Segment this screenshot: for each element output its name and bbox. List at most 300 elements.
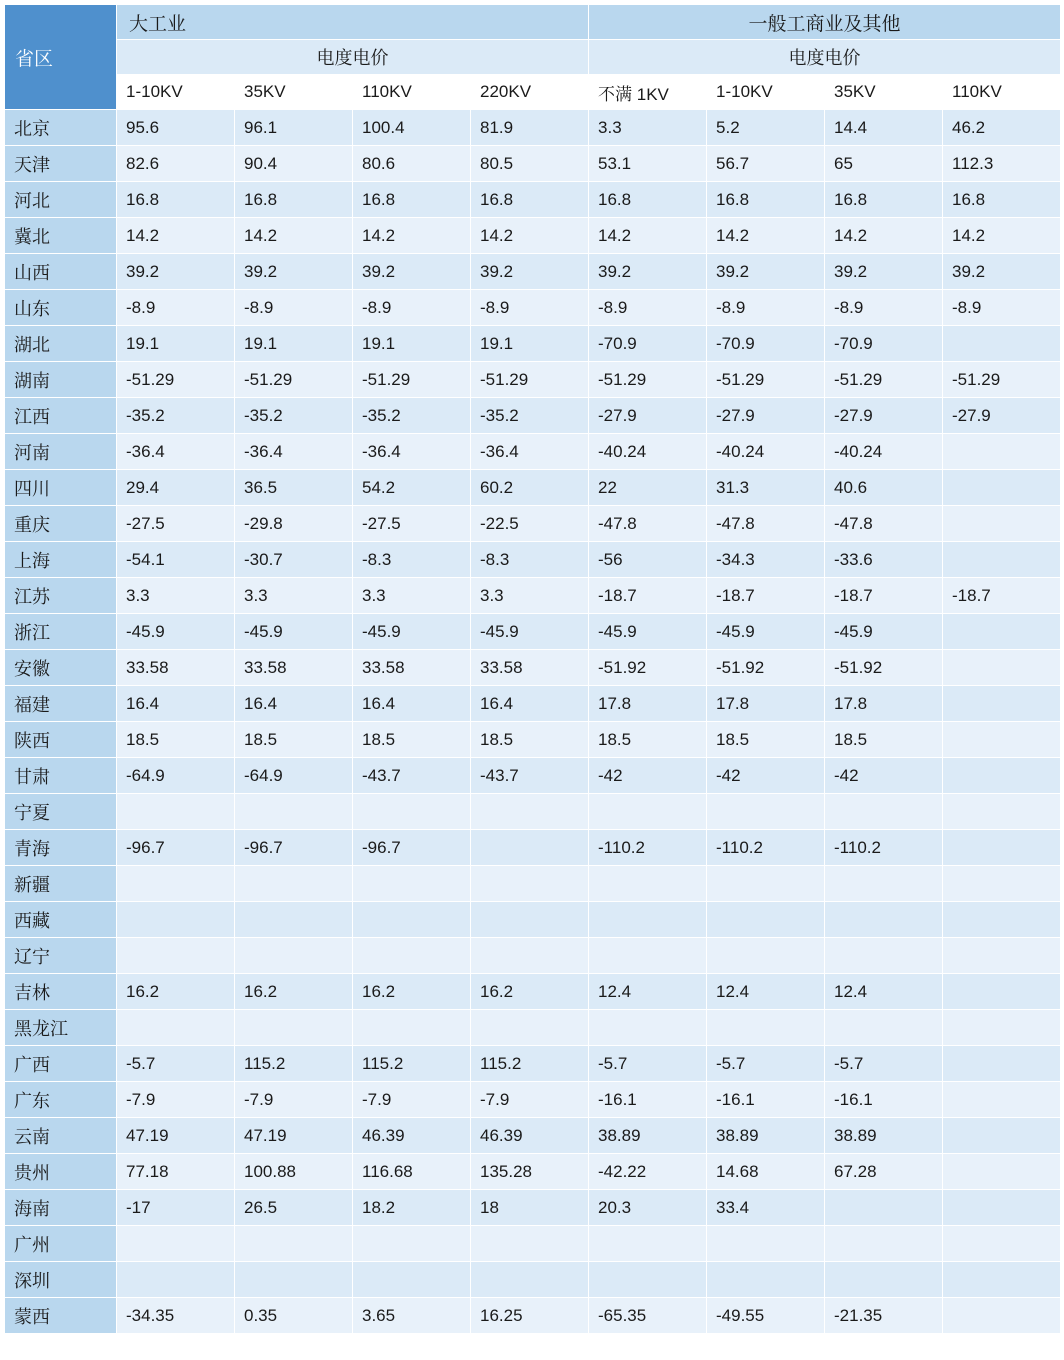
price-cell: 39.2 xyxy=(235,254,353,290)
row-header-province: 深圳 xyxy=(5,1262,117,1298)
price-cell: 47.19 xyxy=(117,1118,235,1154)
price-cell: 16.4 xyxy=(353,686,471,722)
price-cell: -51.92 xyxy=(589,650,707,686)
row-header-province: 新疆 xyxy=(5,866,117,902)
price-cell: 16.2 xyxy=(353,974,471,1010)
price-cell: -17 xyxy=(117,1190,235,1226)
price-cell xyxy=(353,902,471,938)
row-header-province: 浙江 xyxy=(5,614,117,650)
price-cell: 3.3 xyxy=(117,578,235,614)
price-cell xyxy=(471,830,589,866)
price-cell: -34.35 xyxy=(117,1298,235,1334)
price-cell xyxy=(943,902,1061,938)
price-cell xyxy=(353,794,471,830)
price-cell xyxy=(235,938,353,974)
row-header-province: 青海 xyxy=(5,830,117,866)
price-cell xyxy=(589,1226,707,1262)
price-cell xyxy=(825,794,943,830)
price-cell: -64.9 xyxy=(117,758,235,794)
voltage-header-6: 35KV xyxy=(825,75,943,110)
price-cell xyxy=(471,938,589,974)
price-cell: 14.68 xyxy=(707,1154,825,1190)
table-row xyxy=(5,902,1061,938)
row-header-province: 四川 xyxy=(5,470,117,506)
row-header-province: 北京 xyxy=(5,110,117,146)
table-row xyxy=(5,110,1061,146)
table-row xyxy=(5,722,1061,758)
table-row xyxy=(5,1298,1061,1334)
price-cell: -8.9 xyxy=(353,290,471,326)
subheader-energy-price-large-industry: 电度电价 xyxy=(117,40,589,75)
price-cell: 16.8 xyxy=(235,182,353,218)
price-cell xyxy=(943,722,1061,758)
price-cell: 16.25 xyxy=(471,1298,589,1334)
price-cell: -36.4 xyxy=(235,434,353,470)
table-row xyxy=(5,974,1061,1010)
price-cell: 5.2 xyxy=(707,110,825,146)
price-cell: 53.1 xyxy=(589,146,707,182)
price-cell: 16.8 xyxy=(707,182,825,218)
voltage-header-4: 不满 1KV xyxy=(589,75,707,110)
price-cell: 39.2 xyxy=(471,254,589,290)
price-cell: 19.1 xyxy=(471,326,589,362)
row-header-province: 冀北 xyxy=(5,218,117,254)
price-cell: -7.9 xyxy=(471,1082,589,1118)
price-cell: -110.2 xyxy=(707,830,825,866)
price-cell: 38.89 xyxy=(707,1118,825,1154)
price-cell xyxy=(707,902,825,938)
price-cell xyxy=(353,1262,471,1298)
price-cell xyxy=(943,1190,1061,1226)
price-cell xyxy=(235,1226,353,1262)
price-cell: 0.35 xyxy=(235,1298,353,1334)
table-row xyxy=(5,146,1061,182)
table-row xyxy=(5,1226,1061,1262)
price-cell xyxy=(825,1226,943,1262)
row-header-province: 云南 xyxy=(5,1118,117,1154)
price-cell: -64.9 xyxy=(235,758,353,794)
row-header-province: 陕西 xyxy=(5,722,117,758)
price-cell: -65.35 xyxy=(589,1298,707,1334)
price-cell: 16.8 xyxy=(353,182,471,218)
price-cell: 95.6 xyxy=(117,110,235,146)
price-cell: 12.4 xyxy=(825,974,943,1010)
row-header-province: 贵州 xyxy=(5,1154,117,1190)
price-cell: -8.9 xyxy=(943,290,1061,326)
price-cell: -8.9 xyxy=(117,290,235,326)
price-cell xyxy=(353,1226,471,1262)
price-cell: 3.65 xyxy=(353,1298,471,1334)
price-cell: 65 xyxy=(825,146,943,182)
price-cell xyxy=(589,938,707,974)
price-cell: -5.7 xyxy=(589,1046,707,1082)
table-row xyxy=(5,542,1061,578)
price-cell: -51.29 xyxy=(825,362,943,398)
price-cell: -47.8 xyxy=(589,506,707,542)
table-row xyxy=(5,290,1061,326)
price-cell: 56.7 xyxy=(707,146,825,182)
price-cell: -45.9 xyxy=(117,614,235,650)
price-cell xyxy=(943,794,1061,830)
table-row xyxy=(5,866,1061,902)
price-cell: -8.9 xyxy=(235,290,353,326)
row-header-province: 江苏 xyxy=(5,578,117,614)
price-cell: 16.4 xyxy=(235,686,353,722)
table-row xyxy=(5,470,1061,506)
price-cell: 33.58 xyxy=(353,650,471,686)
table-row xyxy=(5,758,1061,794)
table-row xyxy=(5,614,1061,650)
price-cell: 3.3 xyxy=(353,578,471,614)
price-cell: 82.6 xyxy=(117,146,235,182)
price-cell: -51.29 xyxy=(707,362,825,398)
price-cell: -30.7 xyxy=(235,542,353,578)
price-cell xyxy=(589,1262,707,1298)
price-cell: -51.29 xyxy=(353,362,471,398)
row-header-province: 江西 xyxy=(5,398,117,434)
price-cell xyxy=(825,1010,943,1046)
price-cell xyxy=(353,1010,471,1046)
price-cell: 18.5 xyxy=(353,722,471,758)
price-cell xyxy=(943,1298,1061,1334)
price-cell: 16.2 xyxy=(235,974,353,1010)
price-cell: -29.8 xyxy=(235,506,353,542)
price-cell xyxy=(707,794,825,830)
price-cell xyxy=(589,794,707,830)
price-cell: -49.55 xyxy=(707,1298,825,1334)
price-cell: -42 xyxy=(589,758,707,794)
price-cell: -36.4 xyxy=(117,434,235,470)
price-cell: -96.7 xyxy=(235,830,353,866)
price-cell: -35.2 xyxy=(235,398,353,434)
price-cell: 115.2 xyxy=(353,1046,471,1082)
table-row xyxy=(5,1154,1061,1190)
row-header-province: 蒙西 xyxy=(5,1298,117,1334)
table-row xyxy=(5,182,1061,218)
row-header-province: 河南 xyxy=(5,434,117,470)
price-cell xyxy=(943,1118,1061,1154)
price-cell xyxy=(707,866,825,902)
price-cell xyxy=(943,434,1061,470)
price-cell xyxy=(943,614,1061,650)
table-row xyxy=(5,1046,1061,1082)
price-cell: 14.2 xyxy=(471,218,589,254)
price-cell: -54.1 xyxy=(117,542,235,578)
price-cell: 14.2 xyxy=(707,218,825,254)
price-cell: 17.8 xyxy=(589,686,707,722)
table-row xyxy=(5,254,1061,290)
price-cell: 17.8 xyxy=(825,686,943,722)
price-cell: -18.7 xyxy=(707,578,825,614)
price-cell: -35.2 xyxy=(117,398,235,434)
price-cell xyxy=(117,794,235,830)
price-cell: 60.2 xyxy=(471,470,589,506)
price-cell: -70.9 xyxy=(707,326,825,362)
table-row xyxy=(5,434,1061,470)
table-row xyxy=(5,938,1061,974)
price-cell: 36.5 xyxy=(235,470,353,506)
table-row xyxy=(5,1082,1061,1118)
price-cell: -21.35 xyxy=(825,1298,943,1334)
table-row xyxy=(5,1190,1061,1226)
row-header-province: 湖北 xyxy=(5,326,117,362)
price-cell: 19.1 xyxy=(235,326,353,362)
price-cell: 12.4 xyxy=(589,974,707,1010)
price-cell xyxy=(471,866,589,902)
price-cell: -7.9 xyxy=(235,1082,353,1118)
price-cell: -45.9 xyxy=(353,614,471,650)
voltage-header-0: 1-10KV xyxy=(117,75,235,110)
row-header-province: 辽宁 xyxy=(5,938,117,974)
price-cell xyxy=(707,1226,825,1262)
price-cell xyxy=(471,1010,589,1046)
row-header-province: 湖南 xyxy=(5,362,117,398)
price-cell: -51.29 xyxy=(943,362,1061,398)
price-cell: 18.5 xyxy=(825,722,943,758)
price-cell: -7.9 xyxy=(117,1082,235,1118)
price-cell: -45.9 xyxy=(589,614,707,650)
price-cell xyxy=(117,938,235,974)
row-header-province: 广西 xyxy=(5,1046,117,1082)
price-cell: 18.5 xyxy=(471,722,589,758)
price-cell: -51.29 xyxy=(471,362,589,398)
price-cell: 96.1 xyxy=(235,110,353,146)
price-cell: 14.2 xyxy=(235,218,353,254)
price-cell: 14.2 xyxy=(117,218,235,254)
price-cell xyxy=(353,938,471,974)
price-cell: 38.89 xyxy=(589,1118,707,1154)
table-head xyxy=(5,5,1061,110)
price-cell: -27.9 xyxy=(589,398,707,434)
price-cell: 39.2 xyxy=(707,254,825,290)
price-cell: 38.89 xyxy=(825,1118,943,1154)
price-cell: 18.5 xyxy=(707,722,825,758)
voltage-header-1: 35KV xyxy=(235,75,353,110)
row-header-province: 广东 xyxy=(5,1082,117,1118)
table-row xyxy=(5,1262,1061,1298)
price-cell: -34.3 xyxy=(707,542,825,578)
price-cell: 40.6 xyxy=(825,470,943,506)
price-cell xyxy=(943,758,1061,794)
price-cell xyxy=(707,1010,825,1046)
price-cell: 3.3 xyxy=(471,578,589,614)
price-cell: -27.5 xyxy=(353,506,471,542)
price-cell: -42.22 xyxy=(589,1154,707,1190)
price-cell: -8.9 xyxy=(471,290,589,326)
price-cell: 80.6 xyxy=(353,146,471,182)
price-cell: -8.9 xyxy=(589,290,707,326)
price-cell: 18.2 xyxy=(353,1190,471,1226)
price-cell xyxy=(943,506,1061,542)
voltage-header-2: 110KV xyxy=(353,75,471,110)
price-cell: 39.2 xyxy=(825,254,943,290)
price-cell xyxy=(825,902,943,938)
price-cell xyxy=(825,1262,943,1298)
price-cell: -35.2 xyxy=(353,398,471,434)
price-cell: -33.6 xyxy=(825,542,943,578)
voltage-header-7: 110KV xyxy=(943,75,1061,110)
price-cell: 16.2 xyxy=(471,974,589,1010)
table-row xyxy=(5,830,1061,866)
price-cell xyxy=(943,830,1061,866)
price-cell: -110.2 xyxy=(589,830,707,866)
price-cell: -96.7 xyxy=(117,830,235,866)
price-cell: 81.9 xyxy=(471,110,589,146)
price-cell: 100.88 xyxy=(235,1154,353,1190)
price-cell: 16.4 xyxy=(471,686,589,722)
voltage-header-5: 1-10KV xyxy=(707,75,825,110)
price-cell: -8.9 xyxy=(825,290,943,326)
voltage-header-3: 220KV xyxy=(471,75,589,110)
price-cell: -42 xyxy=(825,758,943,794)
price-cell: 16.8 xyxy=(589,182,707,218)
price-cell: 112.3 xyxy=(943,146,1061,182)
price-cell: 29.4 xyxy=(117,470,235,506)
price-cell: 67.28 xyxy=(825,1154,943,1190)
price-cell: -5.7 xyxy=(707,1046,825,1082)
price-cell xyxy=(235,1262,353,1298)
price-cell xyxy=(707,938,825,974)
price-cell xyxy=(471,902,589,938)
table-row xyxy=(5,398,1061,434)
price-cell: 33.4 xyxy=(707,1190,825,1226)
table-row xyxy=(5,578,1061,614)
price-cell: 20.3 xyxy=(589,1190,707,1226)
price-cell: -45.9 xyxy=(825,614,943,650)
price-cell xyxy=(943,1046,1061,1082)
price-cell xyxy=(117,866,235,902)
table-row xyxy=(5,506,1061,542)
row-header-province: 西藏 xyxy=(5,902,117,938)
price-cell xyxy=(943,938,1061,974)
price-cell xyxy=(707,1262,825,1298)
price-cell xyxy=(353,866,471,902)
row-header-province: 河北 xyxy=(5,182,117,218)
price-cell xyxy=(943,542,1061,578)
price-cell xyxy=(471,794,589,830)
row-header-province: 黑龙江 xyxy=(5,1010,117,1046)
price-cell: -43.7 xyxy=(471,758,589,794)
header-row-groups xyxy=(5,5,1061,40)
price-cell: -36.4 xyxy=(471,434,589,470)
price-cell: -51.29 xyxy=(589,362,707,398)
price-cell: -70.9 xyxy=(589,326,707,362)
price-cell xyxy=(117,1226,235,1262)
row-header-province: 甘肃 xyxy=(5,758,117,794)
price-cell: 19.1 xyxy=(117,326,235,362)
price-cell xyxy=(589,1010,707,1046)
price-cell xyxy=(943,1226,1061,1262)
price-cell: -45.9 xyxy=(235,614,353,650)
group-header-large-industry: 大工业 xyxy=(117,5,589,40)
price-cell: 46.39 xyxy=(353,1118,471,1154)
table-row xyxy=(5,326,1061,362)
row-header-province: 海南 xyxy=(5,1190,117,1226)
price-cell: 16.8 xyxy=(471,182,589,218)
price-cell: -16.1 xyxy=(589,1082,707,1118)
electricity-price-table xyxy=(4,4,1061,1334)
price-cell: 14.2 xyxy=(589,218,707,254)
price-cell xyxy=(825,1190,943,1226)
price-cell: 90.4 xyxy=(235,146,353,182)
price-cell: 46.2 xyxy=(943,110,1061,146)
price-cell xyxy=(117,902,235,938)
price-cell: 12.4 xyxy=(707,974,825,1010)
table-row xyxy=(5,794,1061,830)
price-cell: 31.3 xyxy=(707,470,825,506)
price-cell: 54.2 xyxy=(353,470,471,506)
price-cell: -18.7 xyxy=(825,578,943,614)
price-cell: 19.1 xyxy=(353,326,471,362)
price-cell xyxy=(943,1010,1061,1046)
price-cell: -47.8 xyxy=(825,506,943,542)
row-header-province: 重庆 xyxy=(5,506,117,542)
column-header-province: 省区 xyxy=(5,5,117,110)
price-cell: -40.24 xyxy=(707,434,825,470)
price-cell: 115.2 xyxy=(235,1046,353,1082)
price-cell: -22.5 xyxy=(471,506,589,542)
price-cell: 33.58 xyxy=(117,650,235,686)
price-cell xyxy=(943,1262,1061,1298)
price-cell: 16.2 xyxy=(117,974,235,1010)
price-cell xyxy=(825,866,943,902)
price-cell: 100.4 xyxy=(353,110,471,146)
price-cell xyxy=(471,1226,589,1262)
price-cell: 115.2 xyxy=(471,1046,589,1082)
price-cell: 22 xyxy=(589,470,707,506)
price-cell: 39.2 xyxy=(589,254,707,290)
price-cell: 3.3 xyxy=(589,110,707,146)
table-body xyxy=(5,110,1061,1334)
header-row-voltages xyxy=(5,75,1061,110)
price-cell: 80.5 xyxy=(471,146,589,182)
price-cell: -56 xyxy=(589,542,707,578)
price-cell xyxy=(943,470,1061,506)
price-cell: -43.7 xyxy=(353,758,471,794)
price-cell xyxy=(117,1010,235,1046)
price-cell: -16.1 xyxy=(707,1082,825,1118)
price-cell: -5.7 xyxy=(117,1046,235,1082)
price-cell xyxy=(943,650,1061,686)
price-cell: -27.9 xyxy=(825,398,943,434)
price-cell: 16.8 xyxy=(943,182,1061,218)
row-header-province: 天津 xyxy=(5,146,117,182)
price-cell: -27.5 xyxy=(117,506,235,542)
price-cell xyxy=(235,866,353,902)
row-header-province: 吉林 xyxy=(5,974,117,1010)
price-cell: -7.9 xyxy=(353,1082,471,1118)
price-cell: -70.9 xyxy=(825,326,943,362)
price-cell: -40.24 xyxy=(825,434,943,470)
price-cell: 135.28 xyxy=(471,1154,589,1190)
price-cell: -45.9 xyxy=(707,614,825,650)
price-cell: -8.3 xyxy=(471,542,589,578)
price-cell: 18.5 xyxy=(589,722,707,758)
subheader-energy-price-general: 电度电价 xyxy=(589,40,1061,75)
price-cell: 26.5 xyxy=(235,1190,353,1226)
table-row xyxy=(5,650,1061,686)
price-cell: -51.29 xyxy=(117,362,235,398)
price-cell: -40.24 xyxy=(589,434,707,470)
price-cell: 3.3 xyxy=(235,578,353,614)
price-cell: 14.2 xyxy=(943,218,1061,254)
price-cell: 116.68 xyxy=(353,1154,471,1190)
price-cell: 77.18 xyxy=(117,1154,235,1190)
price-cell: 33.58 xyxy=(235,650,353,686)
price-cell: 18.5 xyxy=(235,722,353,758)
price-cell xyxy=(943,1082,1061,1118)
price-cell: -96.7 xyxy=(353,830,471,866)
